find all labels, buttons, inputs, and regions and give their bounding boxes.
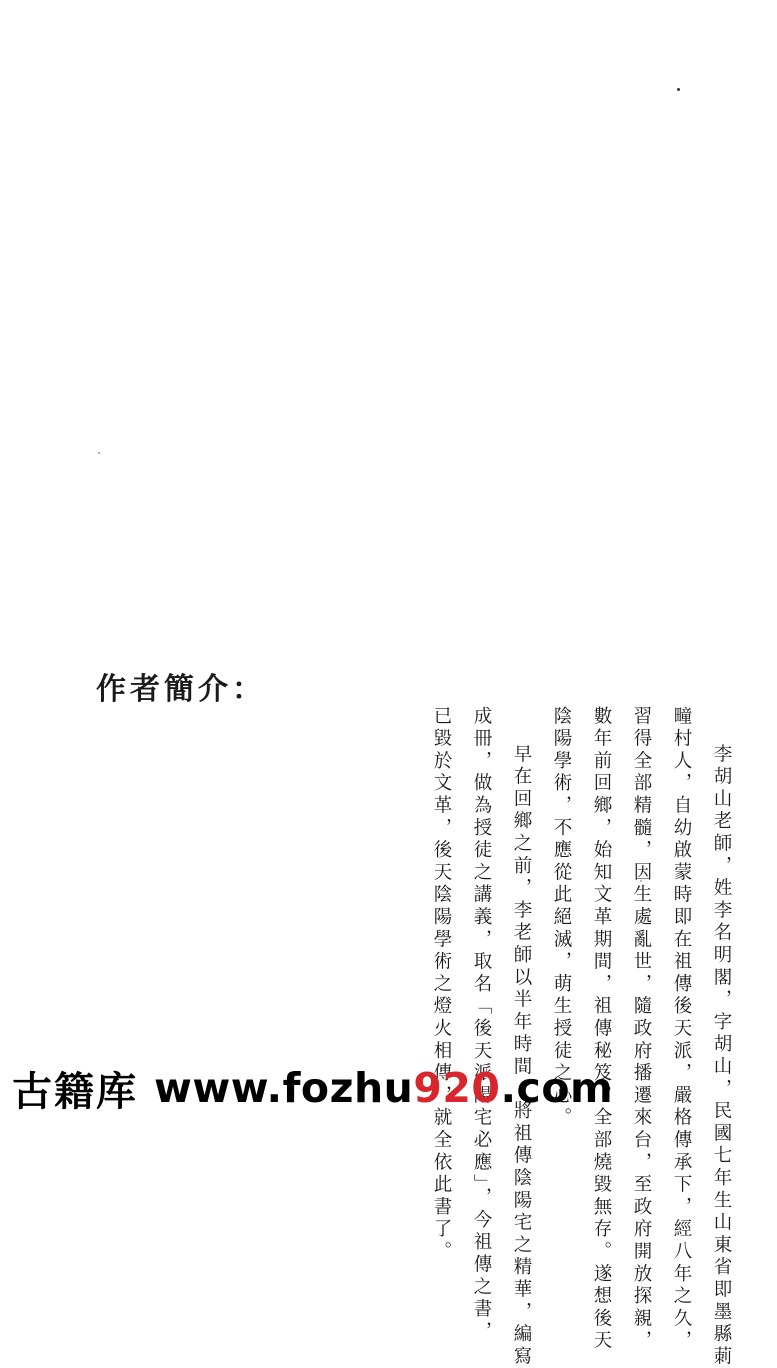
text-column: 成冊，做為授徒之講義，取名「後天派陽宅必應」，今祖傳之書， [471,706,492,1344]
watermark-site-name: 古籍库 [12,1068,138,1115]
watermark-url-number: 920 [413,1064,501,1112]
scan-speck [677,88,680,91]
section-title: 作者簡介： [96,672,266,707]
text-column: 陰陽學術，不應從此絕滅，萌生授徒之心。 [551,706,572,1130]
text-column: 已毀於文革，後天陰陽學術之燈火相傳，就全依此書了。 [431,706,452,1264]
watermark-url-prefix: www.fozhu [154,1064,414,1112]
text-column: 疃村人，自幼啟蒙時即在祖傳後天派，嚴格傳承下，經八年之久， [671,706,692,1353]
watermark-url-suffix: .com [500,1064,614,1112]
site-watermark [12,1063,613,1113]
text-column: 數年前回鄉，始知文革期間，祖傳秘笈，全部燒毀無存。遂想後天 [591,706,612,1353]
text-column: 早在回鄉之前，李老師以半年時間，將祖傳陰陽宅之精華，編寫 [511,744,532,1368]
watermark-url [154,1064,613,1112]
scan-speck [98,452,100,454]
text-column: 李胡山老師，姓李名明閣，字胡山，民國七年生山東省即墨縣莿 [711,744,732,1368]
text-column: 習得全部精髓，因生處亂世，隨政府播遷來台，至政府開放探親， [631,706,652,1353]
